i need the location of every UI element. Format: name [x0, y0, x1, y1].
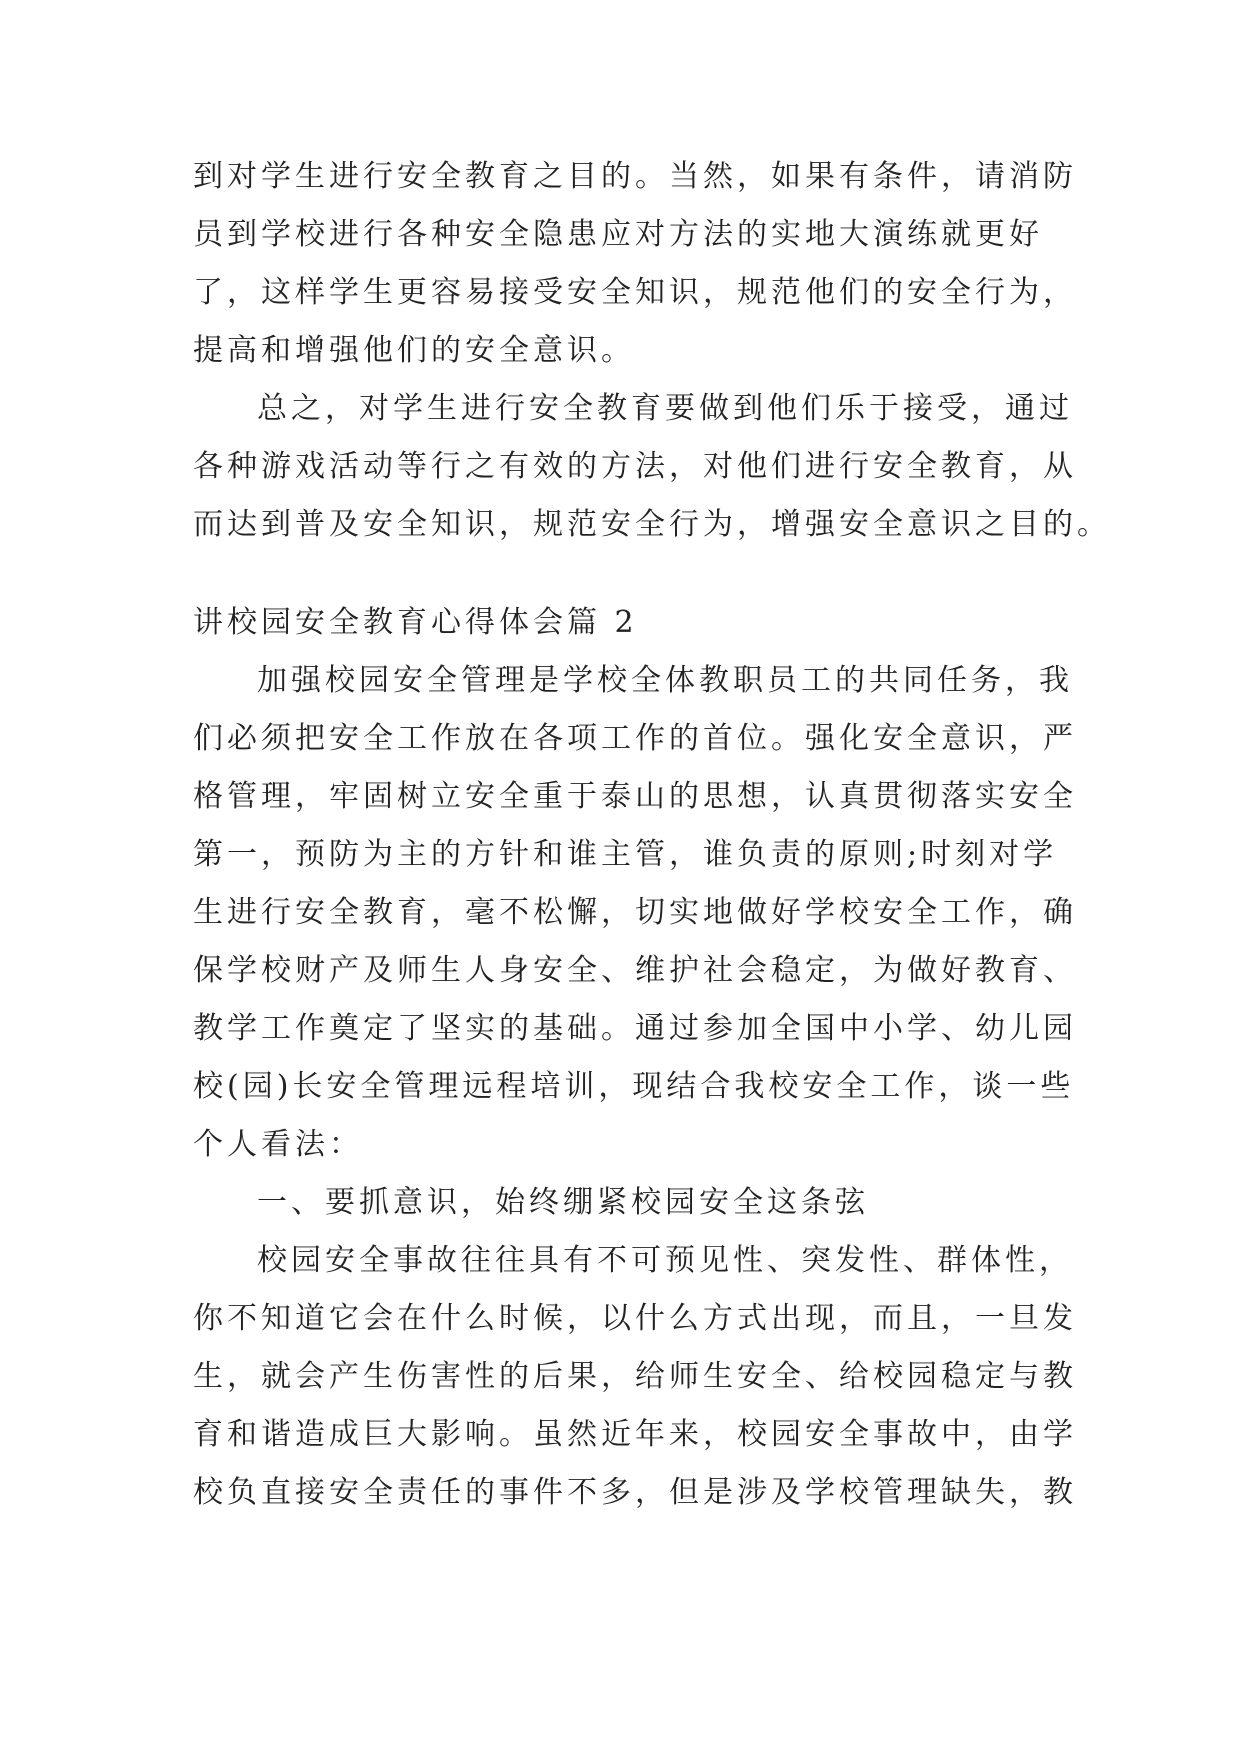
text-line: 个人看法：: [193, 1127, 363, 1162]
document-body: [193, 148, 1111, 1522]
text-line: 格管理，牢固树立安全重于泰山的思想，认真贯彻落实安全: [193, 779, 1077, 814]
text-line: 生进行安全教育，毫不松懈，切实地做好学校安全工作，确: [193, 895, 1077, 930]
text-line: 员到学校进行各种安全隐患应对方法的实地大演练就更好: [193, 217, 1043, 252]
section-title: 讲校园安全教育心得体会篇 2: [193, 605, 638, 640]
subheading: 一、要抓意识，始终绷紧校园安全这条弦: [257, 1185, 869, 1220]
text-line: 生，就会产生伤害性的后果，给师生安全、给校园稳定与教: [193, 1359, 1077, 1394]
paragraph-conclusion-part1: [193, 148, 1077, 380]
text-line: 了，这样学生更容易接受安全知识，规范他们的安全行为，: [193, 275, 1077, 310]
text-line: 保学校财产及师生人身安全、维护社会稳定，为做好教育、: [193, 953, 1077, 988]
text-line: 到对学生进行安全教育之目的。当然，如果有条件，请消防: [193, 159, 1077, 194]
text-line: 育和谐造成巨大影响。虽然近年来，校园安全事故中，由学: [193, 1417, 1077, 1452]
paragraph-intro: [193, 652, 1077, 1174]
text-line: 各种游戏活动等行之有效的方法，对他们进行安全教育，从: [193, 449, 1077, 484]
text-line: 你不知道它会在什么时候，以什么方式出现，而且，一旦发: [193, 1301, 1077, 1336]
text-line: 总之，对学生进行安全教育要做到他们乐于接受，通过: [257, 391, 1073, 426]
text-line: 第一，预防为主的方针和谁主管，谁负责的原则;时刻对学: [193, 837, 1058, 872]
text-line: 提高和增强他们的安全意识。: [193, 333, 635, 368]
text-line: 加强校园安全管理是学校全体教职员工的共同任务，我: [257, 663, 1073, 698]
paragraph-summary: [193, 380, 1111, 554]
section-spacer: [193, 554, 1073, 594]
text-line: 校负直接安全责任的事件不多，但是涉及学校管理缺失，教: [193, 1475, 1077, 1510]
text-line: 们必须把安全工作放在各项工作的首位。强化安全意识，严: [193, 721, 1077, 756]
text-line: 校园安全事故往往具有不可预见性、突发性、群体性，: [257, 1243, 1073, 1278]
text-line: 而达到普及安全知识，规范安全行为，增强安全意识之目的。: [193, 507, 1111, 542]
text-line: 校(园)长安全管理远程培训，现结合我校安全工作，谈一些: [193, 1069, 1075, 1104]
text-line: 教学工作奠定了坚实的基础。通过参加全国中小学、幼儿园: [193, 1011, 1077, 1046]
paragraph-body: [193, 1232, 1077, 1522]
